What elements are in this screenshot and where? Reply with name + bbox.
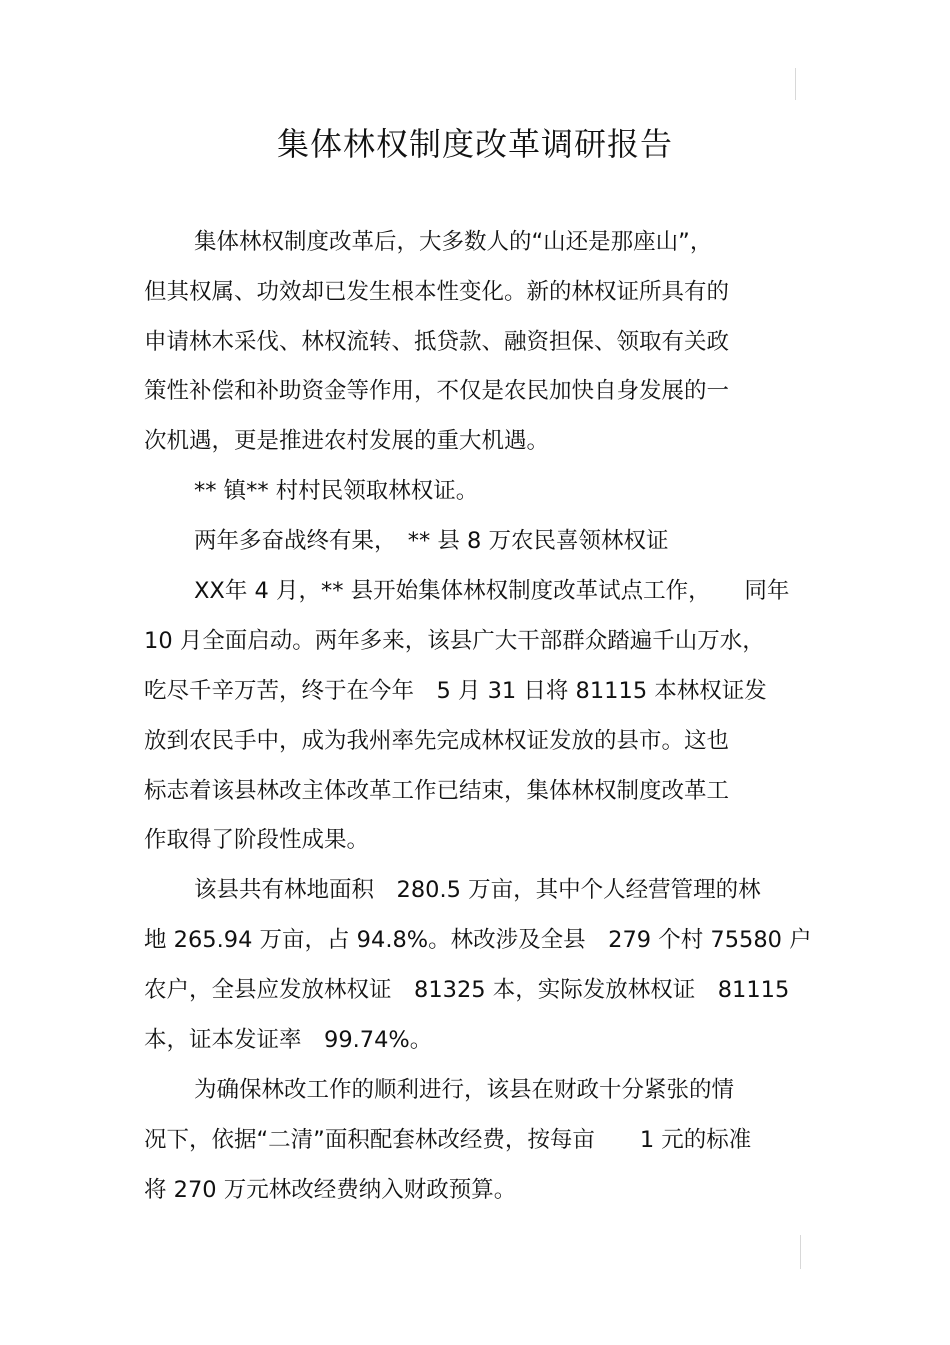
paragraph-line: 标志着该县林改主体改革工作已结束，集体林权制度改革工: [144, 778, 730, 804]
paragraph-line: ** 镇** 村村民领取林权证。: [194, 478, 479, 504]
paragraph-line: 10 月全面启动。两年多来，该县广大干部群众踏遍千山万水，: [144, 628, 765, 654]
paragraph-line: 次机遇，更是推进农村发展的重大机遇。: [144, 428, 550, 454]
paragraph-line: 放到农民手中，成为我州率先完成林权证发放的县市。这也: [144, 728, 730, 754]
page-edge-mark-top: [795, 68, 796, 100]
paragraph-line: 集体林权制度改革后，大多数人的“山还是那座山”，: [194, 229, 713, 255]
paragraph-line: 该县共有林地面积 280.5 万亩，其中个人经营管理的林: [194, 877, 761, 903]
document-title: 集体林权制度改革调研报告: [276, 125, 673, 163]
paragraph-line: 为确保林改工作的顺利进行，该县在财政十分紧张的情: [194, 1077, 735, 1103]
paragraph-line: 作取得了阶段性成果。: [144, 827, 370, 853]
paragraph-line: 农户，全县应发放林权证 81325 本，实际发放林权证 81115: [144, 977, 790, 1003]
paragraph-line: 两年多奋战终有果， ** 县 8 万农民喜领林权证: [194, 528, 669, 554]
paragraph-line: 但其权属、功效却已发生根本性变化。新的林权证所具有的: [144, 279, 730, 305]
page-edge-mark-bottom: [800, 1235, 801, 1269]
paragraph-line: 地 265.94 万亩，占 94.8%。林改涉及全县 279 个村 75580 户: [144, 927, 812, 953]
paragraph-line: 本，证本发证率 99.74%。: [144, 1027, 433, 1053]
paragraph-line: 况下，依据“二清”面积配套林改经费，按每亩 1 元的标准: [144, 1127, 752, 1153]
paragraph-line: 申请林木采伐、林权流转、抵贷款、融资担保、领取有关政: [144, 329, 730, 355]
paragraph-line: XX年 4 月，** 县开始集体林权制度改革试点工作， 同年: [194, 578, 790, 604]
paragraph-line: 吃尽千辛万苦，终于在今年 5 月 31 日将 81115 本林权证发: [144, 678, 767, 704]
paragraph-line: 策性补偿和补助资金等作用，不仅是农民加快自身发展的一: [144, 378, 730, 404]
paragraph-line: 将 270 万元林改经费纳入财政预算。: [144, 1177, 517, 1203]
